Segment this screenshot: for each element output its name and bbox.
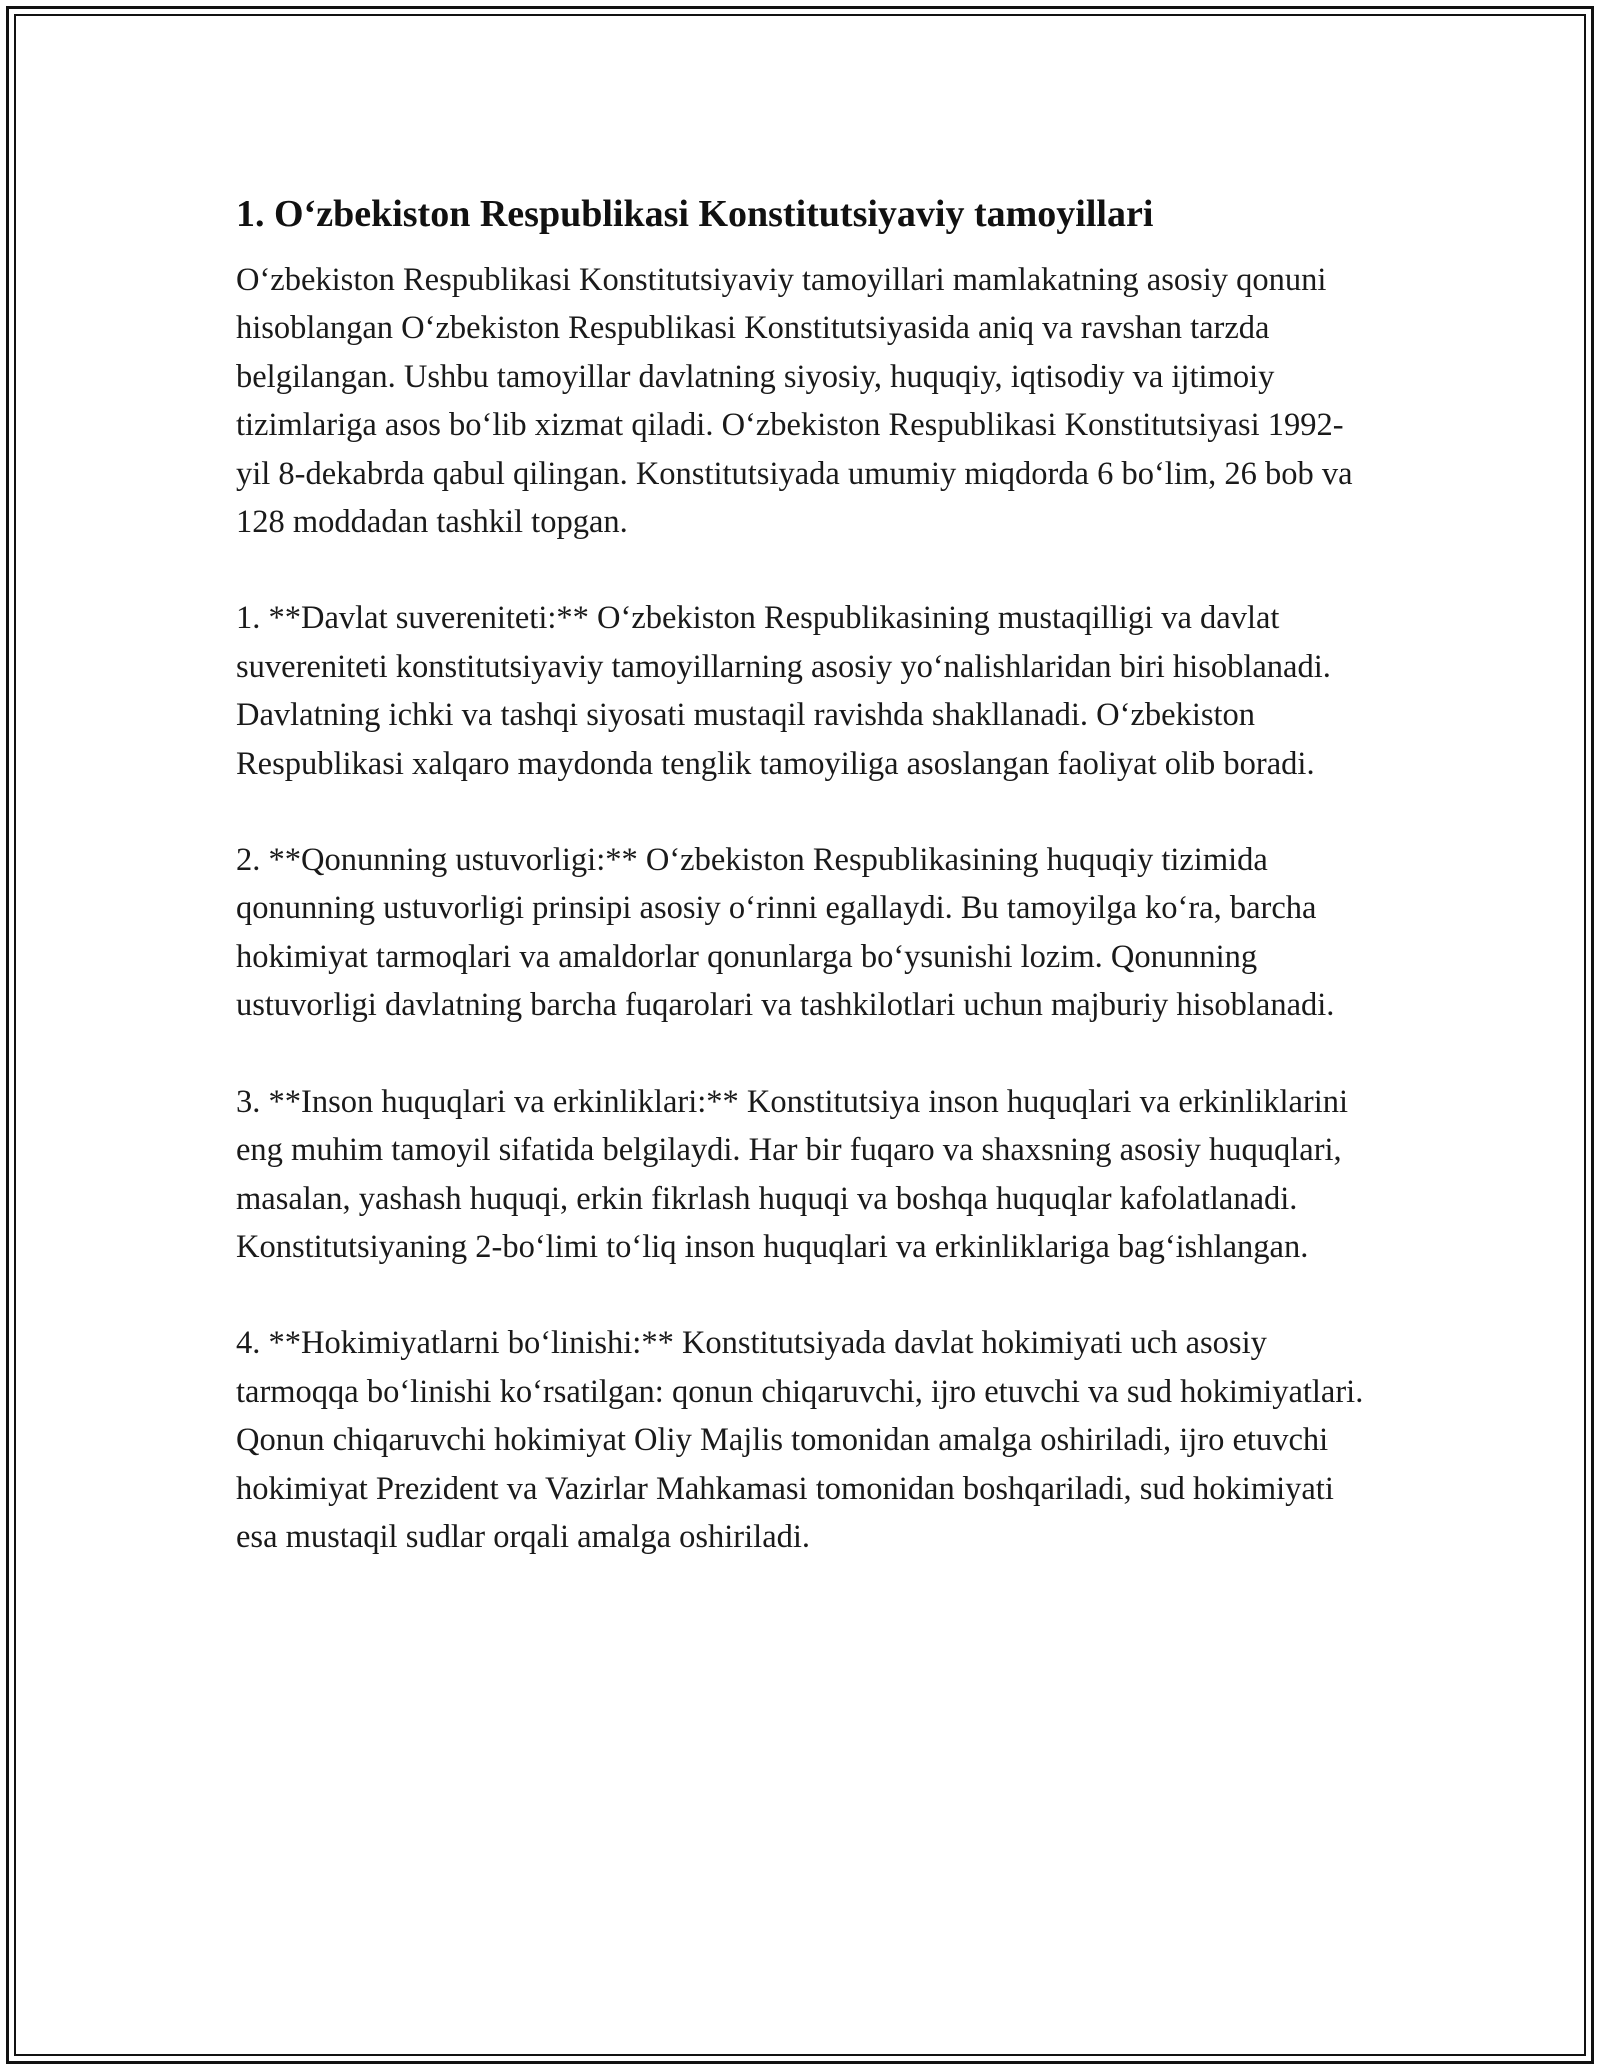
paragraph-rule-of-law: 2. **Qonunning ustuvorligi:** O‘zbekiston Respublikasining huquqiy tizimida qonunning ustuvorligi prinsipi asosiy o‘rinni egallaydi. Bu tamoyilga ko‘ra, barcha hokimiyat tarmoqlari va amaldorlar qonunlarga bo‘ysunishi lozim. Qonunning ustuvorligi davlatning barcha fuqarolari va tashkilotlari uchun majburiy hisoblanadi.: [236, 842, 1335, 1024]
document-heading: 1. O‘zbekiston Respublikasi Konstitutsiyaviy tamoyillari: [236, 193, 1154, 235]
paragraph-separation-of-powers: 4. **Hokimiyatlarni bo‘linishi:** Konstitutsiyada davlat hokimiyati uch asosiy tarmoqqa bo‘linishi ko‘rsatilgan: qonun chiqaruvchi, ijro etuvchi va sud hokimiyatlari. Qonun chiqaruvchi hokimiyat Oliy Majlis tomonidan amalga oshiriladi, ijro etuvchi hokimiyat Prezident va Vazirlar Mahkamasi tomonidan boshqariladi, sud hokimiyati esa mustaqil sudlar orqali amalga oshiriladi.: [236, 1325, 1364, 1555]
document-body: [236, 190, 1366, 1609]
paragraph-human-rights: 3. **Inson huquqlari va erkinliklari:** Konstitutsiya inson huquqlari va erkinliklarini eng muhim tamoyil sifatida belgilaydi. Har bir fuqaro va shaxsning asosiy huquqlari, masalan, yashash huquqi, erkin fikrlash huquqi va boshqa huquqlar kafolatlanadi. Konstitutsiyaning 2-bo‘limi to‘liq inson huquqlari va erkinliklariga bag‘ishlangan.: [236, 1083, 1349, 1265]
paragraph-state-sovereignty: 1. **Davlat suvereniteti:** O‘zbekiston Respublikasining mustaqilligi va davlat suvereniteti konstitutsiyaviy tamoyillarning asosiy yo‘nalishlaridan biri hisoblanadi. Davlatning ichki va tashqi siyosati mustaqil ravishda shakllanadi. O‘zbekiston Respublikasi xalqaro maydonda tenglik tamoyiliga asoslangan faoliyat olib boradi.: [236, 600, 1331, 782]
intro-paragraph: O‘zbekiston Respublikasi Konstitutsiyaviy tamoyillari mamlakatning asosiy qonuni hisoblangan O‘zbekiston Respublikasi Konstitutsiyasida aniq va ravshan tarzda belgilangan. Ushbu tamoyillar davlatning siyosiy, huquqiy, iqtisodiy va ijtimoiy tizimlariga asos bo‘lib xizmat qiladi. O‘zbekiston Respublikasi Konstitutsiyasi 1992-yil 8-dekabrda qabul qilingan. Konstitutsiyada umumiy miqdorda 6 bo‘lim, 26 bob va 128 moddadan tashkil topgan.: [236, 262, 1353, 541]
